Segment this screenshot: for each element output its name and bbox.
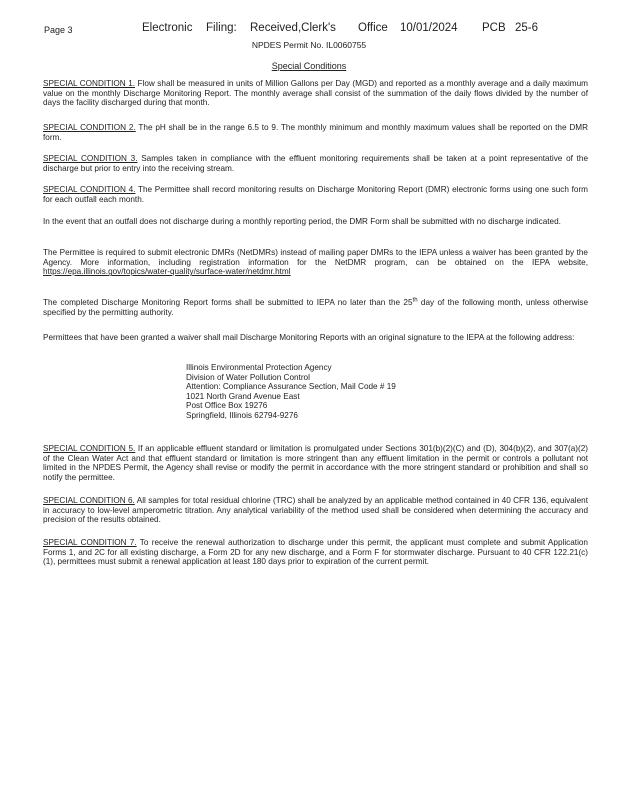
outfall-text: In the event that an outfall does not discharge during a monthly reporting period, the DMR Form shall be submitted with no discharge indicated. [43,217,561,226]
header-filing: Filing: [206,22,237,34]
waiver-paragraph [43,333,588,343]
condition-text: If an applicable effluent standard or limitation is promulgated under Sections 301(b)(2)(C) and (D), 304(b)(2), and 307(a)(2) of the Clean Water Act and that effluent standard or limitation is more stringent than any effluent limitation in the permit or controls a pollutant not limited in the NPDES Permit, the Agency shall revise or modify the permit in accordance with the more stringent standard or prohibition and shall so notify the permittee. [43,444,588,482]
condition-label: SPECIAL CONDITION 1. [43,79,136,88]
address-line: Attention: Compliance Assurance Section, Mail Code # 19 [186,382,396,392]
header-office: Office [358,22,388,34]
netdmr-text: The Permittee is required to submit electronic DMRs (NetDMRs) instead of mailing paper DMRs to the IEPA unless a waiver has been granted by the Agency. More information, including registration information for the NetDMR program, can be obtained on the IEPA website, [43,248,588,267]
address-line: Illinois Environmental Protection Agency [186,363,332,372]
header-received: Received,Clerk's [250,22,336,34]
netdmr-paragraph [43,248,588,277]
header-date: 10/01/2024 [400,22,458,34]
section-title: Special Conditions [271,61,347,71]
condition-label: SPECIAL CONDITION 2. [43,123,136,132]
ordinal-suffix: th [412,297,418,304]
condition-label: SPECIAL CONDITION 6. [43,496,135,505]
header-pcb-number: 25-6 [515,22,539,34]
condition-label: SPECIAL CONDITION 4. [43,185,136,194]
mailing-address [186,363,396,421]
special-condition-6 [43,496,588,525]
completed-text-post: day of the following month, unless otherwise specified by the permitting authority. [43,298,588,317]
address-line: Post Office Box 19276 [186,401,268,411]
page-number: Page 3 [44,25,73,35]
completed-dmr-paragraph [43,298,588,317]
outfall-paragraph [43,217,588,227]
permit-number: NPDES Permit No. IL0060755 [251,40,367,50]
condition-label: SPECIAL CONDITION 3. [43,154,138,163]
condition-text: Flow shall be measured in units of Million Gallons per Day (MGD) and reported as a monthly average and a daily maximum value on the monthly Discharge Monitoring Report. The monthly average shall consist of the summation of the daily flows divided by the number of days the facility discharged during that month. [43,79,588,108]
special-condition-7 [43,538,588,567]
waiver-text: Permittees that have been granted a waiver shall mail Discharge Monitoring Reports with an original signature to the IEPA at the following address: [43,333,575,342]
netdmr-link[interactable]: https://epa.illinois.gov/topics/water-quality/surface-water/netdmr.html [43,267,291,277]
special-condition-3 [43,154,588,173]
special-condition-4 [43,185,588,204]
filing-header [0,22,618,38]
condition-text: The Permittee shall record monitoring results on Discharge Monitoring Report (DMR) electronic forms using one such form for each outfall each month. [43,185,588,204]
header-electronic: Electronic [142,22,193,34]
condition-text: Samples taken in compliance with the effluent monitoring requirements shall be taken at a point representative of the discharge but prior to entry into the receiving stream. [43,154,588,173]
condition-text: To receive the renewal authorization to discharge under this permit, the applicant must complete and submit Application Forms 1, and 2C for all existing discharge, a Form 2D for any new discharge, and a Form F for stormwater discharge. Pursuant to 40 CFR 122.21(c)(1), permittees must submit a renewal application at least 180 days prior to expiration of the current permit. [43,538,588,567]
special-condition-2 [43,123,588,142]
condition-text: All samples for total residual chlorine (TRC) shall be analyzed by an applicable method contained in 40 CFR 136, equivalent in accuracy to low-level amperometric titration. Any analytical variability of the method used shall be considered when determining the accuracy and precision of the results obtained. [43,496,589,525]
special-condition-1 [43,79,588,108]
condition-label: SPECIAL CONDITION 5. [43,444,136,453]
condition-text: The pH shall be in the range 6.5 to 9. The monthly minimum and monthly maximum values shall be reported on the DMR form. [43,123,588,142]
completed-text-pre: The completed Discharge Monitoring Report forms shall be submitted to IEPA no later than the 25 [43,298,413,307]
address-line: 1021 North Grand Avenue East [186,391,300,401]
address-line: Springfield, Illinois 62794-9276 [186,410,298,420]
header-pcb: PCB [482,22,506,34]
address-line: Division of Water Pollution Control [186,372,310,382]
special-condition-5 [43,444,588,482]
condition-label: SPECIAL CONDITION 7. [43,538,137,547]
